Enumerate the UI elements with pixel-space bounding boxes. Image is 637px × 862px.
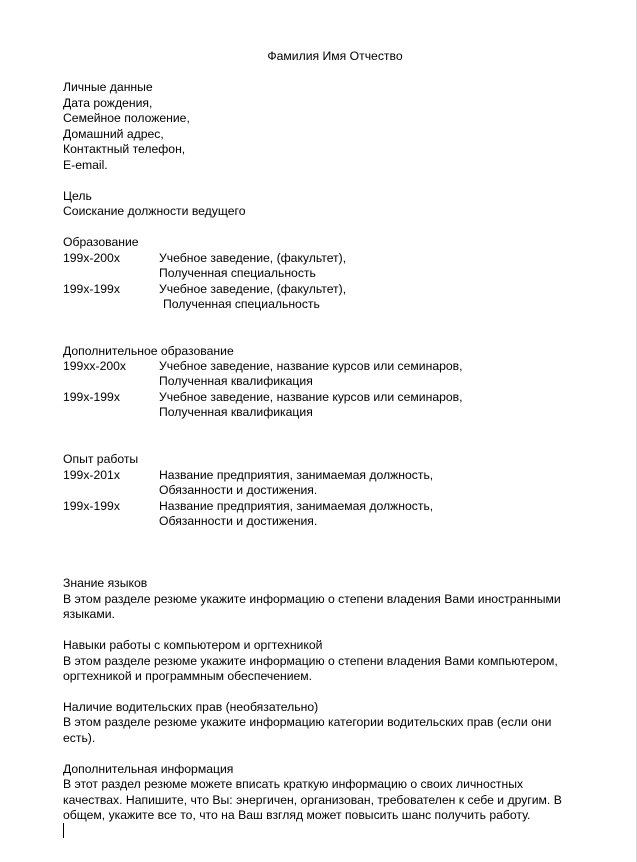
education-dates: 199x-199x [63,282,120,296]
experience-company: Название предприятия, занимаемая должность, [159,468,434,482]
resume-title: Фамилия Имя Отчество [267,49,403,63]
education-specialty: Полученная специальность [159,266,316,280]
experience-duties: Обязанности и достижения. [159,483,318,497]
additional-info-text: качествах. Напишите, что Вы: энергичен, организован, требователен к себе и другим. В [63,793,562,807]
additional-education-heading: Дополнительное образование [63,344,234,358]
experience-duties: Обязанности и достижения. [159,514,318,528]
experience-dates: 199x-201x [63,468,120,482]
education-dates: 199x-200x [63,251,120,265]
computer-skills-text: В этом разделе резюме укажите информацию о степени владения Вами компьютером, [63,654,558,668]
education-institution: Учебное заведение, (факультет), [159,282,347,296]
additional-education-qualification: Полученная квалификация [159,374,313,388]
additional-education-course: Учебное заведение, название курсов или семинаров, [159,359,463,373]
personal-line: Дата рождения, [63,96,153,110]
education-institution: Учебное заведение, (факультет), [159,251,347,265]
additional-info-text: В этот раздел резюме можете вписать краткую информацию о своих личностных [63,777,524,791]
education-heading: Образование [63,235,139,249]
experience-dates: 199x-199x [63,499,120,513]
goal-text: Соискание должности ведущего [63,204,246,218]
languages-text: языками. [63,607,115,621]
additional-info-text: общем, укажите все то, что на Ваш взгляд может повысить шанс получить работу. [63,808,531,822]
computer-skills-heading: Навыки работы с компьютером и оргтехникой [63,638,323,652]
experience-company: Название предприятия, занимаемая должность, [159,499,434,513]
driving-license-text: В этом разделе резюме укажите информацию категории водительских прав (если они [63,715,552,729]
additional-education-qualification: Полученная квалификация [159,405,313,419]
personal-line: Домашний адрес, [63,127,164,141]
languages-text: В этом разделе резюме укажите информацию о степени владения Вами иностранными [63,592,561,606]
additional-education-dates: 199xx-200x [63,359,127,373]
additional-education-course: Учебное заведение, название курсов или семинаров, [159,390,463,404]
driving-license-heading: Наличие водительских прав (необязательно) [63,700,319,714]
education-specialty: Полученная специальность [163,297,320,311]
languages-heading: Знание языков [63,576,148,590]
personal-line: Семейное положение, [63,111,190,125]
driving-license-text: есть). [63,731,96,745]
experience-heading: Опыт работы [63,452,139,466]
personal-line: Контактный телефон, [63,142,186,156]
additional-info-heading: Дополнительная информация [63,762,234,776]
personal-line: E-email. [63,158,108,172]
computer-skills-text: оргтехникой и программным обеспечением. [63,669,313,683]
text-cursor [63,823,64,838]
personal-heading: Личные данные [63,80,153,94]
goal-heading: Цель [63,189,92,203]
additional-education-dates: 199x-199x [63,390,120,404]
